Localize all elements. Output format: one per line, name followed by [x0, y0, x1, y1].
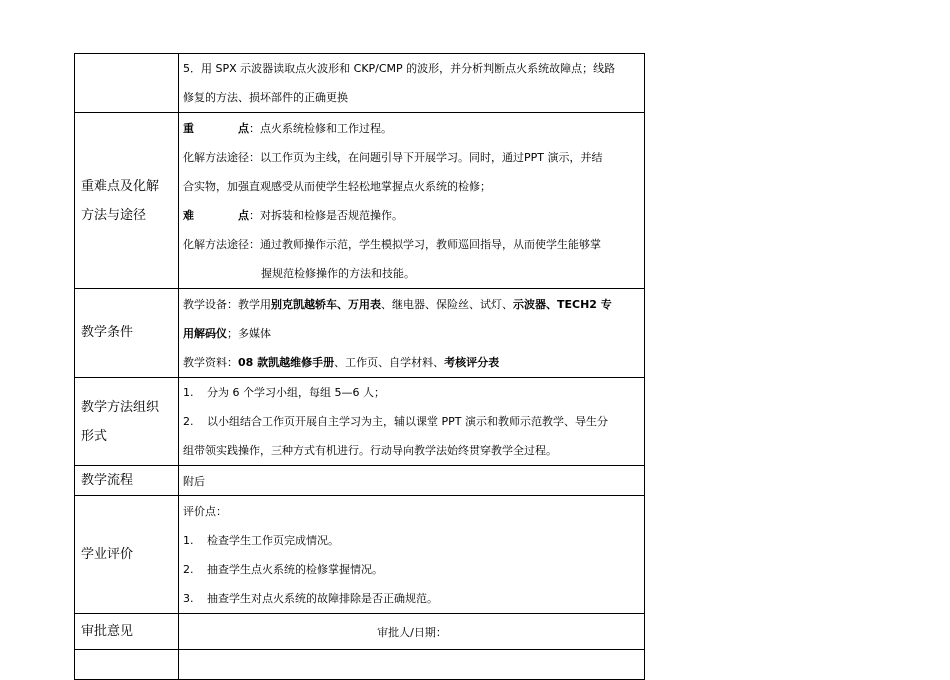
table-row-flow [75, 466, 645, 496]
evaluation-item3-text: 抽查学生对点火系统的故障排除是否正确规范。 [207, 591, 438, 605]
equip-bold-2: 示波器、TECH2 专 [513, 297, 612, 311]
evaluation-item2-number: 2. [183, 562, 194, 576]
resources-prefix: 教学资料： [183, 355, 238, 369]
key-point-label: 重 点 [183, 121, 249, 135]
evaluation-item2-text: 抽查学生点火系统的检修掌握情况。 [207, 562, 383, 576]
table-row-conditions [75, 289, 645, 378]
table-row-key-points [75, 113, 645, 289]
empty-label-cell [75, 54, 179, 113]
table-row-methods [75, 378, 645, 466]
key-points-label [75, 113, 179, 289]
method1-line1: 化解方法途径：以工作页为主线，在问题引导下开展学习。同时，通过PPT 演示，并结 [183, 150, 603, 164]
methods-item2-number: 2. [183, 415, 194, 428]
table-row-approval [75, 614, 645, 650]
key-points-label-line1: 重难点及化解 [81, 178, 160, 194]
methods-item1-number: 1. [183, 386, 194, 399]
resources-mid: 、工作页、自学材料、 [334, 355, 445, 369]
approval-label: 审批意见 [75, 614, 179, 650]
resources-bold-2: 考核评分表 [444, 355, 500, 369]
approval-text: 审批人/日期： [179, 614, 645, 650]
methods-label-line1: 教学方法组织 [81, 399, 160, 415]
equip-prefix: 教学设备：教学用 [183, 297, 271, 311]
table-row-evaluation [75, 496, 645, 614]
evaluation-item3-number: 3. [183, 591, 194, 605]
method2-line1: 化解方法途径：通过教师操作示范，学生模拟学习，教师巡回指导，从而使学生能够掌 [183, 237, 601, 251]
difficult-point-text: ：对拆装和检修是否规范操作。 [249, 208, 403, 222]
difficult-point-label: 难 点 [183, 208, 249, 222]
methods-item2-line2: 组带领实践操作，三种方式有机进行。行动导向教学法始终贯穿教学全过程。 [183, 444, 557, 457]
conditions-content [179, 289, 645, 378]
methods-label-line2: 形式 [81, 428, 108, 444]
methods-item1-text: 分为 6 个学习小组，每组 5—6 人； [207, 386, 385, 399]
empty-bottom-content [179, 650, 645, 680]
key-point-text: ：点火系统检修和工作过程。 [249, 121, 392, 135]
step5-line1: 5．用 SPX 示波器读取点火波形和 CKP/CMP 的波形，并分析判断点火系统故障点；线路 [183, 62, 616, 75]
key-points-content [179, 113, 645, 289]
equip-bold-3: 用解码仪 [183, 326, 227, 340]
step5-line2: 修复的方法、损坏部件的正确更换 [183, 91, 348, 104]
flow-label: 教学流程 [75, 466, 179, 496]
method1-line2: 合实物，加强直观感受从而使学生轻松地掌握点火系统的检修； [183, 179, 491, 193]
evaluation-content [179, 496, 645, 614]
equip-bold-1: 别克凯越轿车、万用表 [271, 297, 381, 311]
evaluation-item1-text: 检查学生工作页完成情况。 [207, 533, 339, 547]
methods-item2-line1: 以小组结合工作页开展自主学习为主，辅以课堂 PPT 演示和教师示范教学、导生分 [207, 415, 608, 428]
key-points-label-line2: 方法与途径 [81, 207, 147, 223]
equip-suffix: ；多媒体 [227, 326, 271, 340]
table-row-empty [75, 650, 645, 680]
lesson-plan-table [74, 53, 645, 680]
equip-mid: 、继电器、保险丝、试灯、 [381, 297, 513, 311]
methods-label [75, 378, 179, 466]
table-row-step5 [75, 54, 645, 113]
empty-bottom-label [75, 650, 179, 680]
flow-text: 附后 [179, 466, 645, 496]
method2-line2: 握规范检修操作的方法和技能。 [261, 266, 415, 280]
evaluation-item1-number: 1. [183, 533, 194, 547]
conditions-label: 教学条件 [75, 289, 179, 378]
evaluation-label: 学业评价 [75, 496, 179, 614]
methods-content [179, 378, 645, 466]
resources-bold-1: 08 款凯越维修手册 [238, 355, 335, 369]
step5-cell [179, 54, 645, 113]
evaluation-heading: 评价点： [183, 504, 227, 518]
